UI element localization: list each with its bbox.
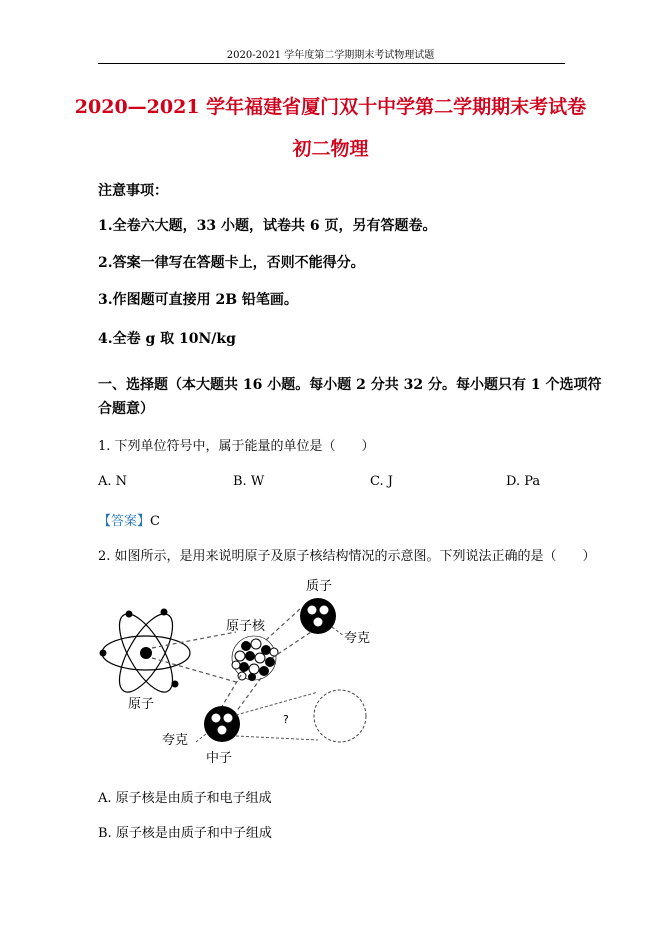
header-divider: [98, 63, 565, 64]
answer-tag: 【答案】: [98, 514, 151, 529]
electron: [161, 609, 168, 616]
answer-value: C: [150, 514, 160, 529]
q1-option-d: D. Pa: [506, 474, 541, 489]
q1-option-a: A. N: [98, 474, 128, 489]
notice-item: 2.答案一律写在答题卡上，否则不能得分。: [98, 255, 365, 271]
electron: [126, 611, 133, 618]
running-header: 2020-2021 学年度第二学期期末考试物理试题: [226, 50, 435, 61]
section-heading: 一、选择题（本大题共 16 小题。每小题 2 分共 32 分。每小题只有 1 个选项符: [98, 377, 602, 393]
label-quark-left: 夸克: [162, 733, 189, 748]
answer-line: [98, 510, 160, 529]
q1-option-c: C. J: [370, 474, 393, 489]
proton-diagram: [300, 598, 336, 634]
atom-structure-figure: [96, 570, 386, 770]
electron: [172, 681, 179, 688]
connector-dashed: [236, 736, 318, 740]
electron: [100, 650, 107, 657]
neutron-diagram: [204, 706, 240, 742]
label-atom: 原子: [128, 697, 155, 712]
q2-option-b: B. 原子核是由质子和中子组成: [98, 826, 272, 841]
connector-dashed: [236, 678, 261, 712]
label-quark-right: 夸克: [344, 631, 371, 646]
notice-item: 1.全卷六大题，33 小题，试卷共 6 页，另有答题卷。: [98, 218, 437, 234]
unknown-circle: [314, 690, 366, 742]
subject-title: 初二物理: [292, 138, 369, 160]
label-neutron: 中子: [206, 751, 233, 766]
section-heading-cont: 合题意）: [98, 401, 154, 417]
connector-dashed: [196, 734, 206, 742]
exam-title: 2020—2021 学年福建省厦门双十中学第二学期期末考试卷: [74, 96, 587, 118]
connector-dashed: [332, 627, 344, 636]
q1-option-b: B. W: [233, 474, 265, 489]
atom-nucleus-dot: [140, 647, 152, 659]
label-proton: 质子: [306, 579, 333, 594]
question-1-stem: 1. 下列单位符号中，属于能量的单位是（ ）: [98, 439, 375, 454]
connector-dashed: [221, 675, 241, 708]
connector-dashed: [152, 632, 236, 648]
notice-heading: 注意事项：: [98, 183, 168, 199]
nucleus-cluster: [232, 636, 278, 681]
label-unknown: ?: [283, 713, 289, 726]
question-2-stem: 2. 如图所示，是用来说明原子及原子核结构情况的示意图。下列说法正确的是（ ）: [98, 549, 596, 564]
atom-diagram: [100, 606, 191, 699]
connector-dashed: [272, 632, 311, 658]
connector-dashed: [266, 608, 301, 640]
notice-item: 4.全卷 g 取 10N/kg: [98, 331, 236, 347]
label-nucleus: 原子核: [226, 619, 266, 634]
notice-item: 3.作图题可直接用 2B 铅笔画。: [98, 292, 298, 308]
connector-dashed: [152, 658, 236, 682]
q2-option-a: A. 原子核是由质子和电子组成: [98, 791, 272, 806]
